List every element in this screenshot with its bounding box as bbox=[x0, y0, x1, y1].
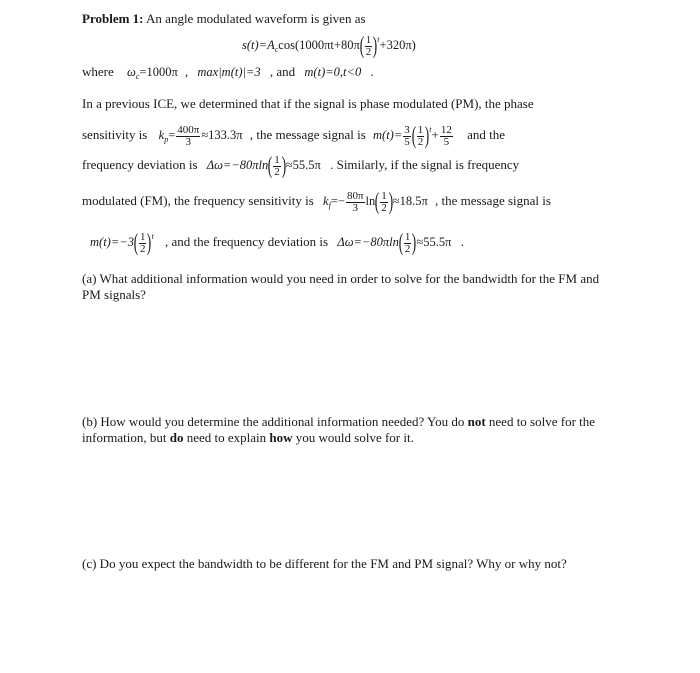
question-b: (b) How would you determine the additional information needed? You do not need to solve for the information, but do need to explain how you would solve for it. bbox=[82, 414, 596, 445]
question-c: (c) Do you expect the bandwidth to be different for the FM and PM signal? Why or why not? bbox=[82, 556, 567, 571]
pm-sensitivity-line: sensitivity is $k_p=$ $\frac{400\pi}{3}$ ≈133.3π , the message signal is m(t)= $\frac{3}{5}$ ( $\frac{1}{2}$ )$^t$+ $\frac{12}{5}$ and the bbox=[82, 123, 506, 150]
where-line: where $\omega_c=1000\pi$ , max|m(t)|=3 , and m(t)=0,t<0 . bbox=[82, 64, 374, 81]
signal-equation: $s(t)=A_c\cos(1000\pi t+80\pi$( $\frac{1}{2}$ )$^t$+320π) bbox=[242, 33, 416, 60]
pm-line-1: In a previous ICE, we determined that if the signal is phase modulated (PM), the phase bbox=[82, 96, 534, 111]
fm-sensitivity-line: modulated (FM), the frequency sensitivity is $k_f=-$ $\frac{80\pi}{3}$ ln( $\frac{1}{2}$ )≈18.5π , the message signal is bbox=[82, 189, 551, 216]
fraction: $\frac{1}{2}$ bbox=[365, 33, 372, 58]
pm-deviation-line: frequency deviation is Δω=−80πln( $\frac{1}{2}$ )≈55.5π . Similarly, if the signal is frequency bbox=[82, 153, 520, 180]
problem-label: Problem 1: bbox=[82, 11, 144, 26]
problem-intro bbox=[82, 11, 366, 27]
question-a: (a) What additional information would you need in order to solve for the bandwidth for the FM and PM signals? bbox=[82, 271, 600, 302]
problem-intro-text: An angle modulated waveform is given as bbox=[143, 11, 366, 26]
fm-message-line: m(t)=−3( $\frac{1}{2}$ )$^t$ , and the frequency deviation is Δω=−80πln( $\frac{1}{2}$ )≈55.5π . bbox=[90, 230, 464, 257]
